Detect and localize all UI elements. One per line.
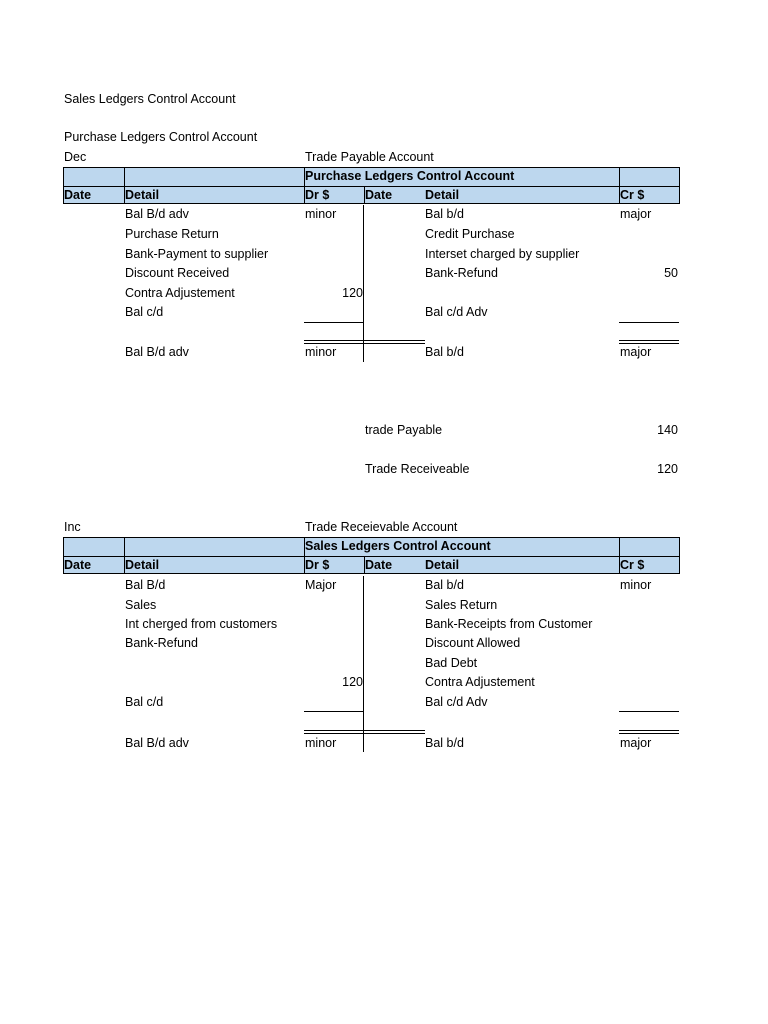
header-cr: Cr $ <box>620 188 645 202</box>
header-band-title: Sales Ledgers Control Account <box>305 539 491 553</box>
t-account-divider <box>363 205 364 362</box>
summary-label: Trade Receiveable <box>365 462 470 476</box>
cr-amount: 50 <box>664 266 678 280</box>
header-cr: Cr $ <box>620 558 645 572</box>
detail-left: Bank-Payment to supplier <box>125 247 269 261</box>
detail-right: Bal b/d <box>425 578 464 592</box>
cr-subtotal-rule <box>619 322 679 323</box>
closing-detail-left: Bal B/d adv <box>125 345 189 359</box>
header-dr: Dr $ <box>305 188 330 202</box>
header-detail-2: Detail <box>425 188 460 202</box>
closing-cr: major <box>620 736 652 750</box>
detail-right: Interset charged by supplier <box>425 247 580 261</box>
header-date: Date <box>64 558 92 572</box>
account-title: Trade Receievable Account <box>305 520 458 534</box>
detail-right: Bad Debt <box>425 656 478 670</box>
header-band-title: Purchase Ledgers Control Account <box>305 169 515 183</box>
closing-dr: minor <box>305 345 337 359</box>
detail-left: Bank-Refund <box>125 636 198 650</box>
detail-right: Bal b/d <box>425 207 464 221</box>
detail-left: Sales <box>125 598 157 612</box>
summary-label: trade Payable <box>365 423 443 437</box>
header-date-2: Date <box>365 188 393 202</box>
detail-right: Bank-Receipts from Customer <box>425 617 593 631</box>
sales-ledgers-title: Sales Ledgers Control Account <box>64 92 236 106</box>
header-detail: Detail <box>125 558 160 572</box>
detail-left: Bal B/d <box>125 578 166 592</box>
detail-left: Bal c/d <box>125 695 164 709</box>
closing-detail-right: Bal b/d <box>425 345 464 359</box>
detail-right: Bal c/d Adv <box>425 695 488 709</box>
closing-detail-left: Bal B/d adv <box>125 736 189 750</box>
cr-amount: major <box>620 207 652 221</box>
detail-right: Bank-Refund <box>425 266 498 280</box>
dr-subtotal-rule <box>304 322 363 323</box>
summary-value: 120 <box>657 462 678 476</box>
dr-amount: Major <box>305 578 337 592</box>
detail-right: Credit Purchase <box>425 227 515 241</box>
month-label: Dec <box>64 150 87 164</box>
detail-right: Discount Allowed <box>425 636 521 650</box>
detail-left: Discount Received <box>125 266 230 280</box>
dr-subtotal-rule <box>304 711 363 712</box>
detail-left: Bal B/d adv <box>125 207 189 221</box>
detail-left: Contra Adjustement <box>125 286 235 300</box>
t-account-divider <box>363 576 364 752</box>
dr-amount: 120 <box>342 286 363 300</box>
closing-dr: minor <box>305 736 337 750</box>
header-date-2: Date <box>365 558 393 572</box>
dr-amount: minor <box>305 207 337 221</box>
detail-left: Bal c/d <box>125 305 164 319</box>
detail-left: Purchase Return <box>125 227 219 241</box>
account-title: Trade Payable Account <box>305 150 434 164</box>
detail-right: Contra Adjustement <box>425 675 535 689</box>
detail-right: Bal c/d Adv <box>425 305 488 319</box>
header-dr: Dr $ <box>305 558 330 572</box>
dr-amount: 120 <box>342 675 363 689</box>
closing-cr: major <box>620 345 652 359</box>
month-label: Inc <box>64 520 81 534</box>
summary-value: 140 <box>657 423 678 437</box>
header-date: Date <box>64 188 92 202</box>
closing-detail-right: Bal b/d <box>425 736 464 750</box>
cr-subtotal-rule <box>619 711 679 712</box>
header-detail: Detail <box>125 188 160 202</box>
header-detail-2: Detail <box>425 558 460 572</box>
detail-right: Sales Return <box>425 598 498 612</box>
cr-amount: minor <box>620 578 652 592</box>
purchase-ledgers-title: Purchase Ledgers Control Account <box>64 130 258 144</box>
detail-left: Int cherged from customers <box>125 617 278 631</box>
